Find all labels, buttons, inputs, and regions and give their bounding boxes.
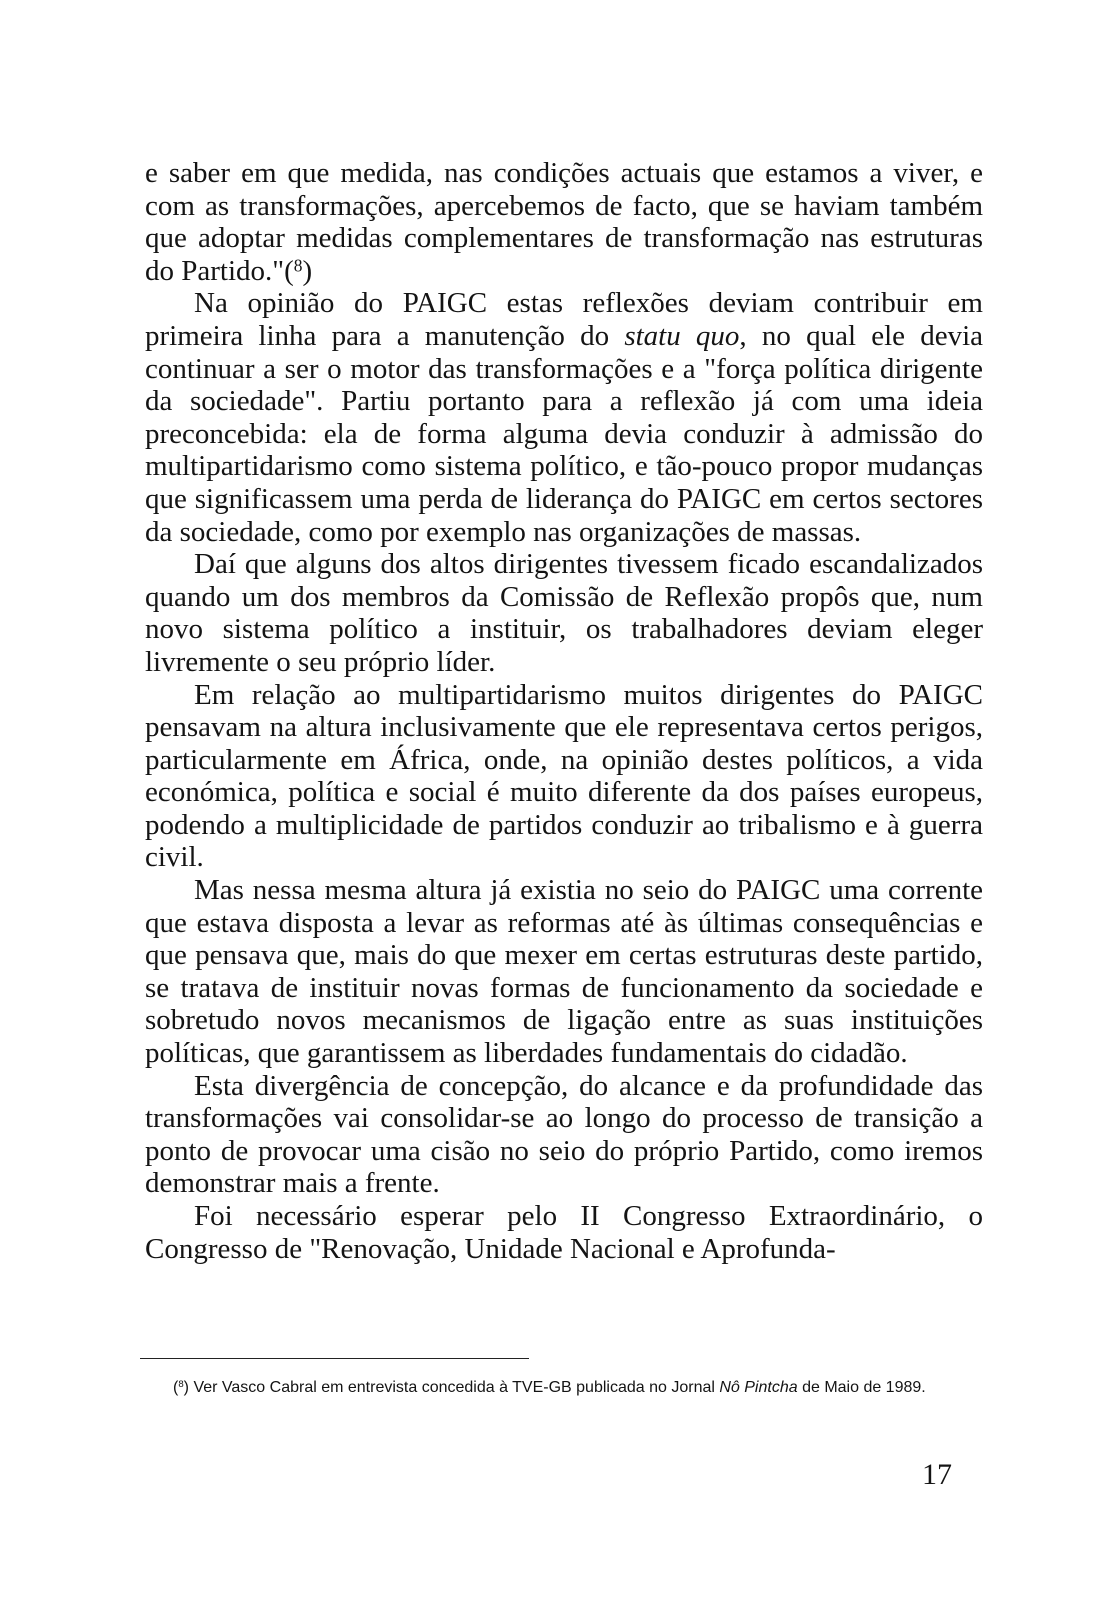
paragraph-7: Foi necessário esperar pelo II Congresso Extraordinário, o Congresso de "Renovação, Unidade Nacional e Aprofunda-	[145, 1200, 983, 1265]
paragraph-4: Em relação ao multipartidarismo muitos dirigentes do PAIGC pensavam na altura inclusivamente que ele representava certos perigos, particularmente em África, onde, na opinião destes políticos, a vida económica, política e social é muito diferente da dos países europeus, podendo a multiplicidade de partidos conduzir ao tribalismo e à guerra civil.	[145, 678, 983, 874]
footnote-marker-close: )	[183, 1379, 189, 1396]
paragraph-6: Esta divergência de concepção, do alcance e da profundidade das transformações vai consolidar-se ao longo do processo de transição a ponto de provocar uma cisão no seio do próprio Partido, como iremos demonstrar mais a frente.	[145, 1069, 983, 1200]
italic-term-statu-quo: statu quo	[624, 319, 740, 352]
paragraph-2-text-start: Na opinião do PAIGC estas reflexões deviam contribuir em primeira linha para a manutenção do	[145, 287, 983, 352]
footnote-reference: 8	[293, 255, 303, 276]
footnote-divider	[140, 1358, 529, 1359]
paragraph-1-closing: )	[302, 254, 313, 287]
paragraph-2-text-end: , no qual ele devia continuar a ser o motor das transformações e a "força política dirigente da sociedade". Partiu portanto para a reflexão já com uma ideia preconcebida: ela de forma alguma devia conduzir à admissão do multipartidarismo como sistema político, e tão-pouco propor mudanças que significassem uma perda de liderança do PAIGC em certos sectores da sociedade, como por exemplo nas organizações de massas.	[145, 319, 984, 548]
paragraph-3: Daí que alguns dos altos dirigentes tivessem ficado escandalizados quando um dos membros da Comissão de Reflexão propôs que, num novo sistema político a instituir, os trabalhadores deviam eleger livremente o seu próprio líder.	[145, 548, 983, 678]
footnote-marker-open: (	[173, 1379, 179, 1396]
paragraph-1-text: e saber em que medida, nas condições actuais que estamos a viver, e com as transformações, apercebemos de facto, que se haviam também que adoptar medidas complementares de transformação nas estruturas do Partido."(	[145, 157, 983, 287]
page-number: 17	[922, 1458, 952, 1491]
footnote-newspaper-name: Nô Pintcha	[719, 1379, 798, 1396]
main-text	[145, 157, 983, 1265]
footnote-text-start: Ver Vasco Cabral em entrevista concedida à TVE-GB publicada no Jornal	[189, 1379, 720, 1396]
paragraph-1	[145, 157, 983, 287]
footnote-marker: 8	[178, 1379, 184, 1391]
paragraph-5: Mas nessa mesma altura já existia no seio do PAIGC uma corrente que estava disposta a levar as reformas até às últimas consequências e que pensava que, mais do que mexer em certas estruturas deste partido, se tratava de instituir novas formas de funcionamento da sociedade e sobretudo novos mecanismos de ligação entre as suas instituições políticas, que garantissem as liberdades fundamentais do cidadão.	[145, 874, 983, 1070]
paragraph-2	[145, 287, 983, 548]
footnote-text-end: de Maio de 1989.	[797, 1379, 926, 1396]
footnote	[143, 1377, 983, 1398]
